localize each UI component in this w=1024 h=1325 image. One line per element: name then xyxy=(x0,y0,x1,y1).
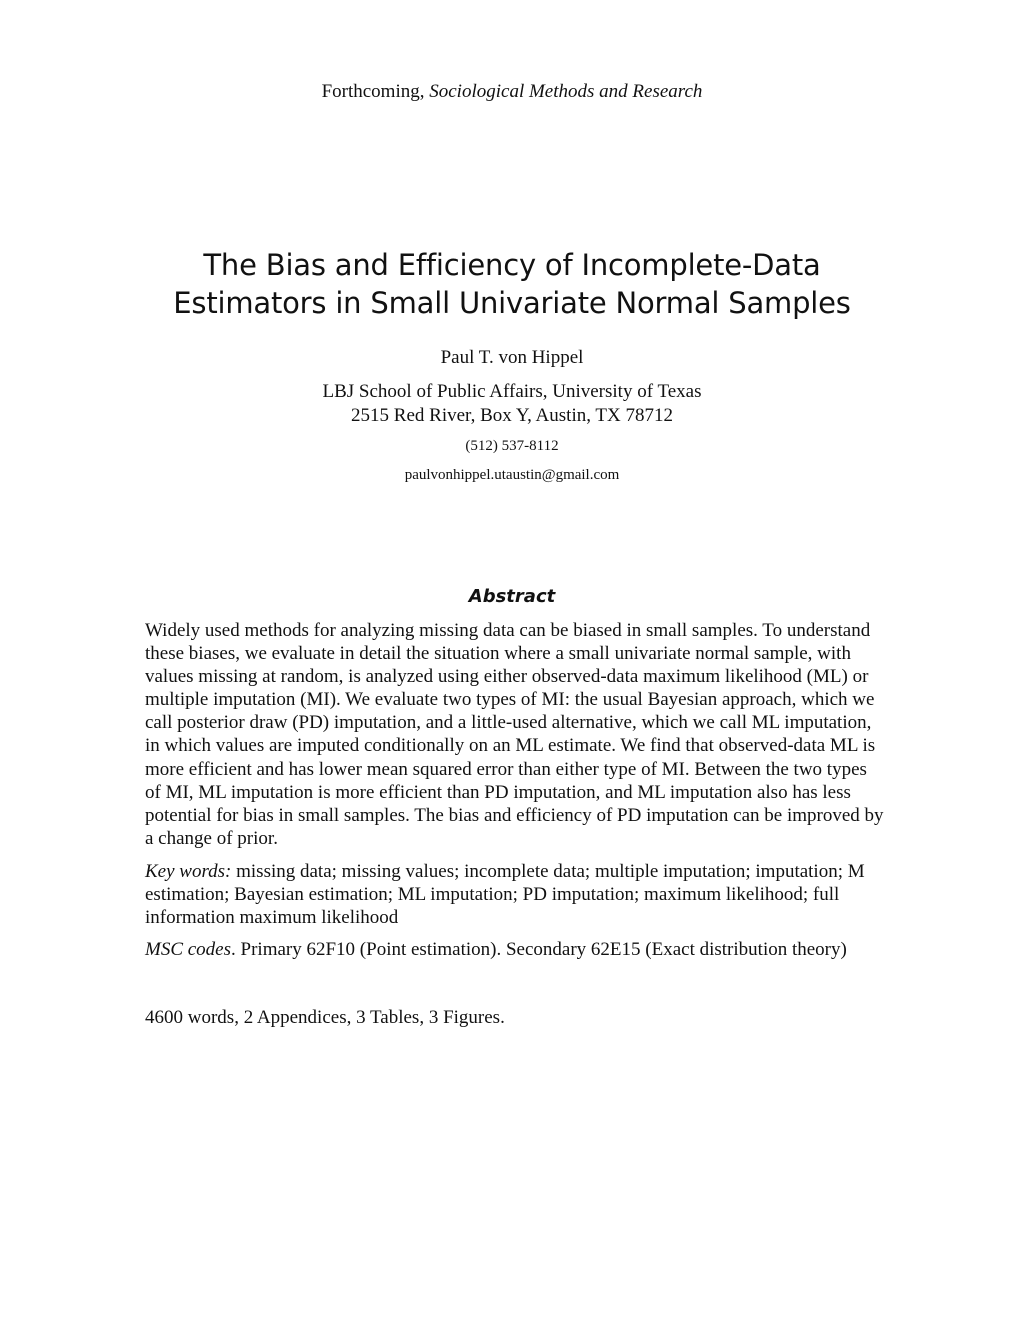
keywords-label: Key words: xyxy=(145,861,232,882)
abstract-heading: Abstract xyxy=(468,586,556,607)
running-head xyxy=(0,80,1024,104)
author-phone: (512) 537-8112 xyxy=(465,438,559,454)
msc-codes-paragraph xyxy=(145,938,885,961)
paper-title xyxy=(100,246,924,322)
keywords-text: missing data; missing values; incomplete data; multiple imputation; imputation; M estimation; Bayesian estimation; ML imputation; PD imputation; maximum likelihood; full information maximum likelihood xyxy=(145,861,865,929)
msc-codes-text: . Primary 62F10 (Point estimation). Secondary 62E15 (Exact distribution theory) xyxy=(231,939,847,960)
keywords-paragraph xyxy=(145,860,885,930)
abstract-text: Widely used methods for analyzing missing data can be biased in small samples. To understand these biases, we evaluate in detail the situation where a small univariate normal sample, with values missing at random, is analyzed using either observed-data maximum likelihood (ML) or multiple imputation (MI). We evaluate two types of MI: the usual Bayesian approach, which we call posterior draw (PD) imputation, and a little-used alternative, which we call ML imputation, in which values are imputed conditionally on an ML estimate. We find that observed-data ML is more efficient and has lower mean squared error than either type of MI. Between the two types of MI, ML imputation is more efficient than PD imputation, and ML imputation also has less potential for bias in small samples. The bias and efficiency of PD imputation can be improved by a change of prior. xyxy=(145,620,884,849)
msc-codes-label: MSC codes xyxy=(145,939,232,960)
journal-name: Sociological Methods and Research xyxy=(429,81,703,102)
running-head-prefix: Forthcoming, xyxy=(321,81,430,102)
author-email: paulvonhippel.utaustin@gmail.com xyxy=(404,467,620,483)
paper-title-line-1: The Bias and Efficiency of Incomplete-Data xyxy=(203,248,821,282)
paper-title-line-2: Estimators in Small Univariate Normal Samples xyxy=(173,286,851,320)
affiliation-line-2: 2515 Red River, Box Y, Austin, TX 78712 xyxy=(351,405,673,426)
author-name: Paul T. von Hippel xyxy=(440,347,584,368)
affiliation-line-1: LBJ School of Public Affairs, University of Texas xyxy=(322,381,702,402)
word-count: 4600 words, 2 Appendices, 3 Tables, 3 Figures. xyxy=(145,1007,505,1028)
author-affiliation xyxy=(0,380,1024,428)
